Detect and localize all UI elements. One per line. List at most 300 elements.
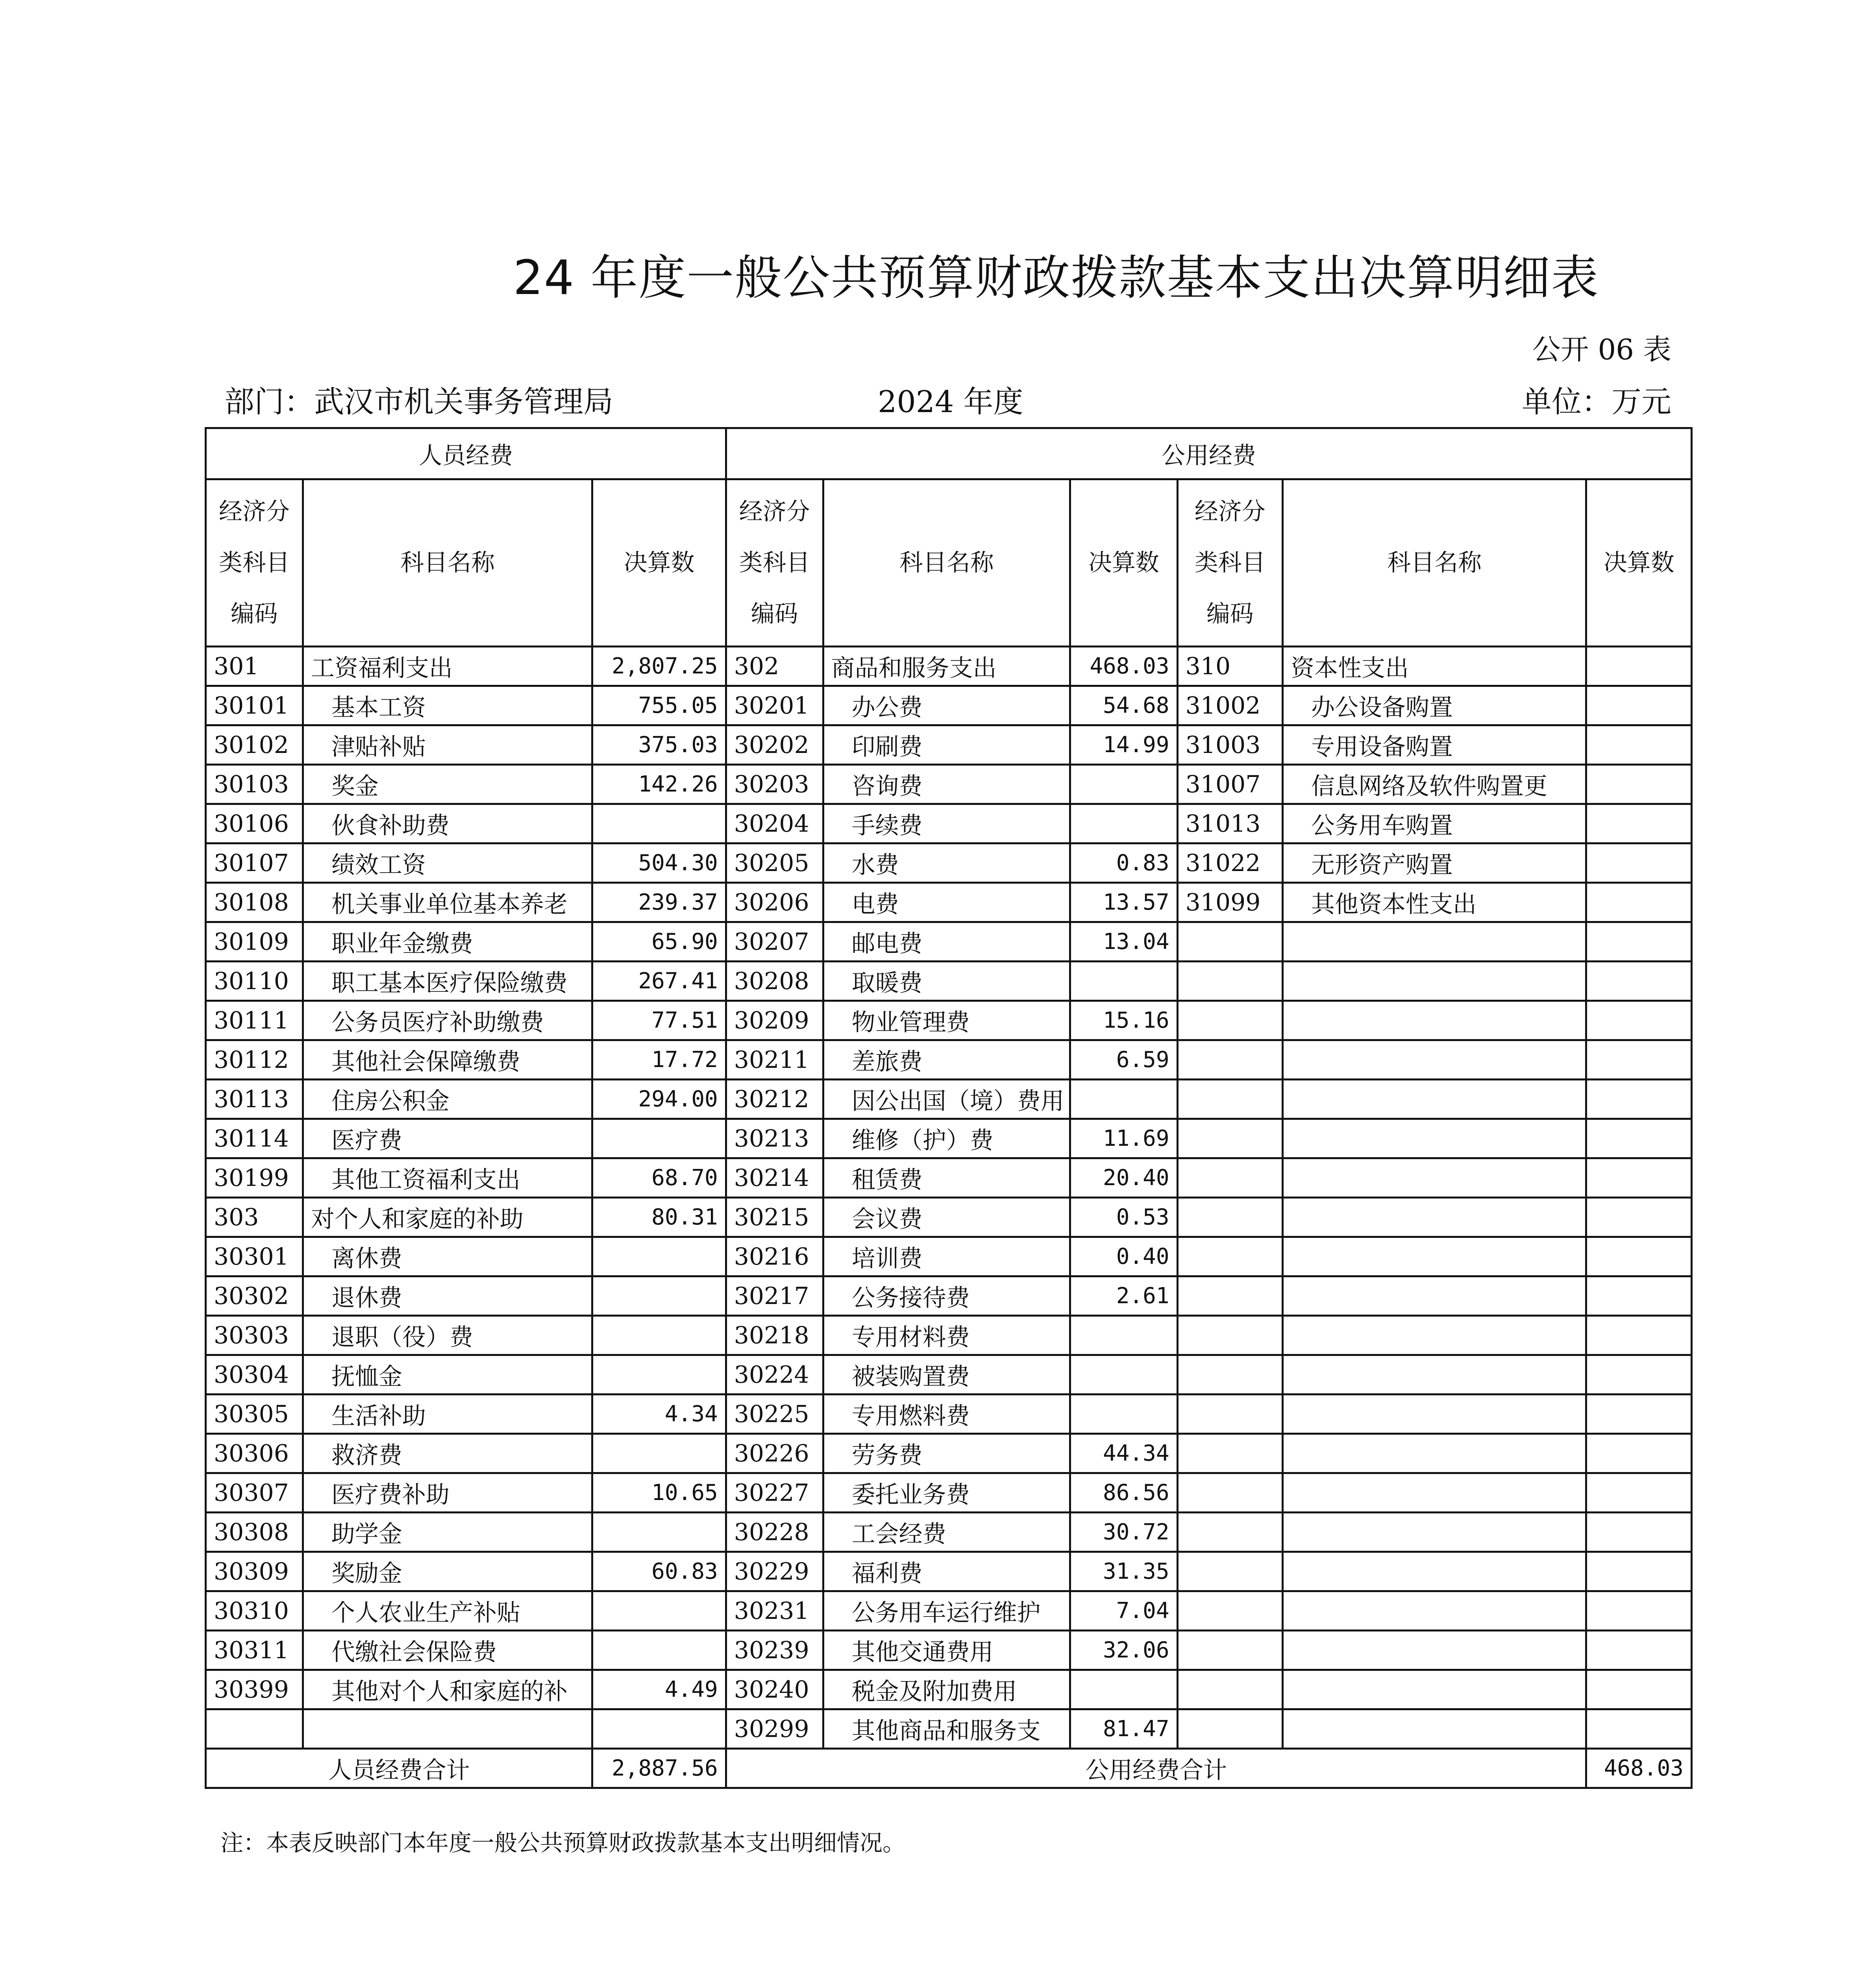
- table-row: [206, 1473, 1692, 1513]
- name-cell: 工会经费: [823, 1513, 1070, 1552]
- amount-cell: 81.47: [1070, 1709, 1178, 1749]
- code-cell: [1177, 1434, 1282, 1473]
- table-row: [206, 1434, 1692, 1473]
- amount-cell: [1070, 1355, 1178, 1395]
- amount-cell: 0.83: [1070, 843, 1178, 883]
- code-cell: [1177, 1473, 1282, 1513]
- code-cell: [1177, 1552, 1282, 1591]
- code-cell: 30217: [726, 1276, 823, 1316]
- name-cell: [303, 1709, 592, 1749]
- code-cell: 30108: [206, 883, 303, 922]
- code-cell: [1177, 1395, 1282, 1434]
- amount-cell: [592, 1709, 726, 1749]
- name-cell: 税金及附加费用: [823, 1670, 1070, 1709]
- personnel-total-value: 2,887.56: [592, 1749, 726, 1788]
- name-cell: 其他社会保障缴费: [303, 1040, 592, 1080]
- name-cell: 津贴补贴: [303, 725, 592, 765]
- table-row: [206, 1316, 1692, 1355]
- expenditure-detail-table: [205, 427, 1693, 1789]
- name-cell: 咨询费: [823, 765, 1070, 804]
- amount-cell: [1586, 1080, 1692, 1119]
- name-cell: 差旅费: [823, 1040, 1070, 1080]
- name-cell: 住房公积金: [303, 1080, 592, 1119]
- amount-cell: [1586, 1355, 1692, 1395]
- name-cell: [1283, 1395, 1586, 1434]
- amount-cell: [1586, 1316, 1692, 1355]
- amount-cell: 44.34: [1070, 1434, 1178, 1473]
- code-cell: 30114: [206, 1119, 303, 1158]
- code-cell: [1177, 1631, 1282, 1670]
- amount-cell: [1586, 1670, 1692, 1709]
- amount-cell: [1586, 1591, 1692, 1631]
- name-cell: 维修（护）费: [823, 1119, 1070, 1158]
- code-cell: [206, 1709, 303, 1749]
- public-total-value: 468.03: [1586, 1749, 1692, 1788]
- code-cell: 302: [726, 647, 823, 686]
- public-total-label: 公用经费合计: [726, 1749, 1586, 1788]
- table-row: [206, 1276, 1692, 1316]
- code-cell: 30303: [206, 1316, 303, 1355]
- table-row: [206, 1355, 1692, 1395]
- code-cell: 30218: [726, 1316, 823, 1355]
- name-cell: 医疗费补助: [303, 1473, 592, 1513]
- name-cell: 商品和服务支出: [823, 647, 1070, 686]
- amount-cell: [1586, 1158, 1692, 1198]
- name-cell: 生活补助: [303, 1395, 592, 1434]
- table-row: [206, 1709, 1692, 1749]
- name-cell: [1283, 1631, 1586, 1670]
- code-cell: [1177, 1355, 1282, 1395]
- code-cell: 30299: [726, 1709, 823, 1749]
- header-code: 经济分类科目编码: [1177, 479, 1282, 647]
- name-cell: 奖励金: [303, 1552, 592, 1591]
- amount-cell: [1586, 1040, 1692, 1080]
- name-cell: 工资福利支出: [303, 647, 592, 686]
- name-cell: [1283, 1709, 1586, 1749]
- code-cell: 30309: [206, 1552, 303, 1591]
- name-cell: 取暖费: [823, 962, 1070, 1001]
- code-cell: 30399: [206, 1670, 303, 1709]
- table-row: [206, 765, 1692, 804]
- name-cell: [1283, 1355, 1586, 1395]
- name-cell: 公务员医疗补助缴费: [303, 1001, 592, 1040]
- name-cell: 办公设备购置: [1283, 686, 1586, 725]
- fiscal-year-label: 2024 年度: [878, 384, 1023, 419]
- table-row: [206, 1513, 1692, 1552]
- code-cell: 31007: [1177, 765, 1282, 804]
- amount-cell: [592, 1237, 726, 1276]
- code-cell: 30107: [206, 843, 303, 883]
- code-cell: 30231: [726, 1591, 823, 1631]
- name-cell: [1283, 1276, 1586, 1316]
- code-cell: 30204: [726, 804, 823, 843]
- amount-cell: [592, 1513, 726, 1552]
- name-cell: 无形资产购置: [1283, 843, 1586, 883]
- amount-cell: [1586, 1119, 1692, 1158]
- code-cell: [1177, 1591, 1282, 1631]
- amount-cell: 0.40: [1070, 1237, 1178, 1276]
- code-cell: 31013: [1177, 804, 1282, 843]
- code-cell: 30202: [726, 725, 823, 765]
- name-cell: 其他工资福利支出: [303, 1158, 592, 1198]
- amount-cell: [1070, 1080, 1178, 1119]
- code-cell: 30308: [206, 1513, 303, 1552]
- amount-cell: 294.00: [592, 1080, 726, 1119]
- name-cell: [1283, 1119, 1586, 1158]
- name-cell: 信息网络及软件购置更: [1283, 765, 1586, 804]
- header-code: 经济分类科目编码: [206, 479, 303, 647]
- name-cell: 代缴社会保险费: [303, 1631, 592, 1670]
- name-cell: [1283, 1670, 1586, 1709]
- name-cell: 邮电费: [823, 922, 1070, 962]
- code-cell: 30110: [206, 962, 303, 1001]
- table-row: [206, 686, 1692, 725]
- amount-cell: 54.68: [1070, 686, 1178, 725]
- code-cell: [1177, 1158, 1282, 1198]
- code-cell: 31003: [1177, 725, 1282, 765]
- header-amount: 决算数: [592, 479, 726, 647]
- header-amount: 决算数: [1586, 479, 1692, 647]
- amount-cell: [1586, 962, 1692, 1001]
- name-cell: 基本工资: [303, 686, 592, 725]
- amount-cell: [1586, 647, 1692, 686]
- code-cell: 30211: [726, 1040, 823, 1080]
- amount-cell: [1070, 804, 1178, 843]
- name-cell: 因公出国（境）费用: [823, 1080, 1070, 1119]
- amount-cell: [1586, 686, 1692, 725]
- amount-cell: [1586, 725, 1692, 765]
- code-cell: [1177, 1040, 1282, 1080]
- name-cell: 租赁费: [823, 1158, 1070, 1198]
- code-cell: 30305: [206, 1395, 303, 1434]
- table-row: [206, 725, 1692, 765]
- table-row: [206, 1040, 1692, 1080]
- name-cell: [1283, 1237, 1586, 1276]
- table-row: [206, 883, 1692, 922]
- amount-cell: [1586, 1473, 1692, 1513]
- code-cell: 30102: [206, 725, 303, 765]
- amount-cell: [592, 1316, 726, 1355]
- amount-cell: 6.59: [1070, 1040, 1178, 1080]
- code-cell: 30226: [726, 1434, 823, 1473]
- name-cell: 退休费: [303, 1276, 592, 1316]
- name-cell: 职业年金缴费: [303, 922, 592, 962]
- name-cell: [1283, 1316, 1586, 1355]
- name-cell: [1283, 962, 1586, 1001]
- amount-cell: [592, 1434, 726, 1473]
- amount-cell: 4.49: [592, 1670, 726, 1709]
- code-cell: 30215: [726, 1198, 823, 1237]
- name-cell: 奖金: [303, 765, 592, 804]
- header-amount: 决算数: [1070, 479, 1178, 647]
- name-cell: 绩效工资: [303, 843, 592, 883]
- code-cell: 30106: [206, 804, 303, 843]
- code-cell: 30302: [206, 1276, 303, 1316]
- name-cell: 专用燃料费: [823, 1395, 1070, 1434]
- amount-cell: [592, 1355, 726, 1395]
- table-row: [206, 1670, 1692, 1709]
- amount-cell: [1586, 922, 1692, 962]
- amount-cell: [1586, 1198, 1692, 1237]
- page-title: 24 年度一般公共预算财政拨款基本支出决算明细表: [513, 251, 1599, 305]
- amount-cell: 267.41: [592, 962, 726, 1001]
- header-name: 科目名称: [1283, 479, 1586, 647]
- amount-cell: [1586, 883, 1692, 922]
- code-cell: 30307: [206, 1473, 303, 1513]
- name-cell: [1283, 1158, 1586, 1198]
- table-row: [206, 1198, 1692, 1237]
- name-cell: 电费: [823, 883, 1070, 922]
- code-cell: 30310: [206, 1591, 303, 1631]
- table-row: [206, 843, 1692, 883]
- name-cell: [1283, 1473, 1586, 1513]
- code-cell: [1177, 1080, 1282, 1119]
- code-cell: 30224: [726, 1355, 823, 1395]
- amount-cell: [1586, 1631, 1692, 1670]
- amount-cell: [592, 1119, 726, 1158]
- amount-cell: [1586, 843, 1692, 883]
- amount-cell: 77.51: [592, 1001, 726, 1040]
- header-name: 科目名称: [823, 479, 1070, 647]
- code-cell: 30209: [726, 1001, 823, 1040]
- table-row: [206, 1119, 1692, 1158]
- code-cell: [1177, 1276, 1282, 1316]
- amount-cell: 755.05: [592, 686, 726, 725]
- amount-cell: 0.53: [1070, 1198, 1178, 1237]
- amount-cell: 65.90: [592, 922, 726, 962]
- name-cell: 手续费: [823, 804, 1070, 843]
- code-cell: [1177, 922, 1282, 962]
- group-header-public: 公用经费: [726, 428, 1691, 479]
- name-cell: [1283, 1591, 1586, 1631]
- code-cell: 30225: [726, 1395, 823, 1434]
- amount-cell: [592, 1631, 726, 1670]
- amount-cell: [1070, 765, 1178, 804]
- name-cell: 个人农业生产补贴: [303, 1591, 592, 1631]
- amount-cell: [1586, 1395, 1692, 1434]
- name-cell: 其他对个人和家庭的补: [303, 1670, 592, 1709]
- name-cell: 福利费: [823, 1552, 1070, 1591]
- code-cell: 303: [206, 1198, 303, 1237]
- amount-cell: 239.37: [592, 883, 726, 922]
- code-cell: 30227: [726, 1473, 823, 1513]
- name-cell: 其他商品和服务支: [823, 1709, 1070, 1749]
- name-cell: 专用材料费: [823, 1316, 1070, 1355]
- form-number: 公开 06 表: [1532, 333, 1671, 366]
- name-cell: 公务用车购置: [1283, 804, 1586, 843]
- amount-cell: [592, 804, 726, 843]
- code-cell: 30228: [726, 1513, 823, 1552]
- amount-cell: 17.72: [592, 1040, 726, 1080]
- name-cell: 职工基本医疗保险缴费: [303, 962, 592, 1001]
- code-cell: 30306: [206, 1434, 303, 1473]
- amount-cell: 14.99: [1070, 725, 1178, 765]
- code-cell: 31099: [1177, 883, 1282, 922]
- name-cell: 印刷费: [823, 725, 1070, 765]
- code-cell: 30113: [206, 1080, 303, 1119]
- amount-cell: [1586, 1552, 1692, 1591]
- code-cell: 30111: [206, 1001, 303, 1040]
- name-cell: 对个人和家庭的补助: [303, 1198, 592, 1237]
- table-row: [206, 1552, 1692, 1591]
- code-cell: 30112: [206, 1040, 303, 1080]
- name-cell: 被装购置费: [823, 1355, 1070, 1395]
- code-cell: 301: [206, 647, 303, 686]
- amount-cell: [1586, 1709, 1692, 1749]
- name-cell: 公务用车运行维护: [823, 1591, 1070, 1631]
- amount-cell: [1586, 1237, 1692, 1276]
- amount-cell: 504.30: [592, 843, 726, 883]
- table-row: [206, 1395, 1692, 1434]
- code-cell: 30212: [726, 1080, 823, 1119]
- code-cell: [1177, 1709, 1282, 1749]
- code-cell: 30229: [726, 1552, 823, 1591]
- amount-cell: 7.04: [1070, 1591, 1178, 1631]
- table-row: [206, 1591, 1692, 1631]
- table-row: [206, 962, 1692, 1001]
- name-cell: [1283, 1198, 1586, 1237]
- personnel-total-label: 人员经费合计: [206, 1749, 592, 1788]
- name-cell: 抚恤金: [303, 1355, 592, 1395]
- code-cell: 30213: [726, 1119, 823, 1158]
- amount-cell: 15.16: [1070, 1001, 1178, 1040]
- amount-cell: [592, 1276, 726, 1316]
- code-cell: 30201: [726, 686, 823, 725]
- amount-cell: 60.83: [592, 1552, 726, 1591]
- group-header-personnel: 人员经费: [206, 428, 726, 479]
- code-cell: 30109: [206, 922, 303, 962]
- code-cell: 30208: [726, 962, 823, 1001]
- name-cell: 委托业务费: [823, 1473, 1070, 1513]
- name-cell: 机关事业单位基本养老: [303, 883, 592, 922]
- table-row: [206, 922, 1692, 962]
- name-cell: 专用设备购置: [1283, 725, 1586, 765]
- code-cell: 30216: [726, 1237, 823, 1276]
- code-cell: 30239: [726, 1631, 823, 1670]
- code-cell: [1177, 962, 1282, 1001]
- amount-cell: [592, 1591, 726, 1631]
- code-cell: 30199: [206, 1158, 303, 1198]
- amount-cell: 30.72: [1070, 1513, 1178, 1552]
- code-cell: 30205: [726, 843, 823, 883]
- amount-cell: [1070, 1670, 1178, 1709]
- name-cell: 公务接待费: [823, 1276, 1070, 1316]
- code-cell: [1177, 1119, 1282, 1158]
- name-cell: 退职（役）费: [303, 1316, 592, 1355]
- header-name: 科目名称: [303, 479, 592, 647]
- code-cell: 30301: [206, 1237, 303, 1276]
- amount-cell: [1586, 765, 1692, 804]
- name-cell: 物业管理费: [823, 1001, 1070, 1040]
- amount-cell: 11.69: [1070, 1119, 1178, 1158]
- table-row: [206, 804, 1692, 843]
- name-cell: [1283, 922, 1586, 962]
- amount-cell: [1586, 1276, 1692, 1316]
- name-cell: [1283, 1040, 1586, 1080]
- name-cell: [1283, 1513, 1586, 1552]
- name-cell: 资本性支出: [1283, 647, 1586, 686]
- code-cell: 30101: [206, 686, 303, 725]
- table-row: [206, 647, 1692, 686]
- code-cell: 30240: [726, 1670, 823, 1709]
- header-code: 经济分类科目编码: [726, 479, 823, 647]
- amount-cell: 13.57: [1070, 883, 1178, 922]
- code-cell: 30206: [726, 883, 823, 922]
- code-cell: [1177, 1316, 1282, 1355]
- name-cell: [1283, 1080, 1586, 1119]
- code-cell: [1177, 1237, 1282, 1276]
- amount-cell: 80.31: [592, 1198, 726, 1237]
- name-cell: 其他交通费用: [823, 1631, 1070, 1670]
- name-cell: 离休费: [303, 1237, 592, 1276]
- table-row: [206, 1631, 1692, 1670]
- totals-row: [206, 1749, 1692, 1788]
- amount-cell: 468.03: [1070, 647, 1178, 686]
- code-cell: [1177, 1670, 1282, 1709]
- amount-cell: 142.26: [592, 765, 726, 804]
- name-cell: 伙食补助费: [303, 804, 592, 843]
- amount-cell: 2.61: [1070, 1276, 1178, 1316]
- code-cell: 31002: [1177, 686, 1282, 725]
- name-cell: 会议费: [823, 1198, 1070, 1237]
- amount-cell: 13.04: [1070, 922, 1178, 962]
- name-cell: 救济费: [303, 1434, 592, 1473]
- code-cell: 310: [1177, 647, 1282, 686]
- name-cell: 劳务费: [823, 1434, 1070, 1473]
- name-cell: 医疗费: [303, 1119, 592, 1158]
- amount-cell: 86.56: [1070, 1473, 1178, 1513]
- code-cell: [1177, 1001, 1282, 1040]
- department-label: 部门：武汉市机关事务管理局: [224, 384, 613, 419]
- amount-cell: 31.35: [1070, 1552, 1178, 1591]
- amount-cell: [1586, 804, 1692, 843]
- code-cell: 31022: [1177, 843, 1282, 883]
- amount-cell: [1586, 1434, 1692, 1473]
- name-cell: 其他资本性支出: [1283, 883, 1586, 922]
- name-cell: [1283, 1434, 1586, 1473]
- code-cell: 30207: [726, 922, 823, 962]
- code-cell: 30203: [726, 765, 823, 804]
- amount-cell: [1586, 1513, 1692, 1552]
- amount-cell: 68.70: [592, 1158, 726, 1198]
- unit-label: 单位：万元: [1522, 384, 1671, 419]
- amount-cell: 4.34: [592, 1395, 726, 1434]
- name-cell: 培训费: [823, 1237, 1070, 1276]
- name-cell: [1283, 1001, 1586, 1040]
- table-note: 注：本表反映部门本年度一般公共预算财政拨款基本支出明细情况。: [220, 1829, 906, 1856]
- amount-cell: 20.40: [1070, 1158, 1178, 1198]
- name-cell: 办公费: [823, 686, 1070, 725]
- amount-cell: [1070, 1316, 1178, 1355]
- amount-cell: 32.06: [1070, 1631, 1178, 1670]
- amount-cell: [1586, 1001, 1692, 1040]
- table-row: [206, 1080, 1692, 1119]
- amount-cell: 10.65: [592, 1473, 726, 1513]
- table-row: [206, 1237, 1692, 1276]
- code-cell: [1177, 1198, 1282, 1237]
- table-row: [206, 1158, 1692, 1198]
- name-cell: 水费: [823, 843, 1070, 883]
- name-cell: [1283, 1552, 1586, 1591]
- code-cell: 30311: [206, 1631, 303, 1670]
- amount-cell: [1070, 962, 1178, 1001]
- code-cell: 30103: [206, 765, 303, 804]
- code-cell: 30304: [206, 1355, 303, 1395]
- amount-cell: 375.03: [592, 725, 726, 765]
- amount-cell: [1070, 1395, 1178, 1434]
- amount-cell: 2,807.25: [592, 647, 726, 686]
- code-cell: 30214: [726, 1158, 823, 1198]
